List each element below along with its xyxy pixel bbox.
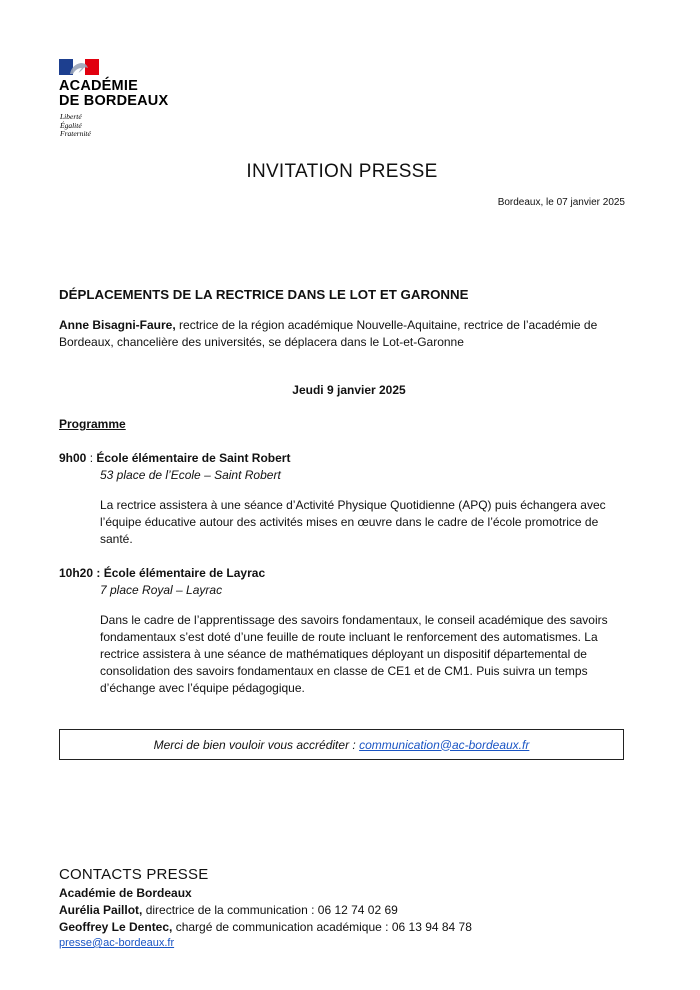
event-1-separator: :: [86, 451, 97, 465]
programme-label: Programme: [59, 417, 126, 431]
contact-2: [59, 919, 472, 936]
contacts-title: CONTACTS PRESSE: [59, 866, 209, 883]
intro-paragraph: [59, 317, 639, 351]
event-2-description: Dans le cadre de l’apprentissage des savoirs fondamentaux, le conseil académique des savoirs fondamentaux s’est doté d’une feuille de route incluant le renforcement des automatismes. La rectrice assistera à une séance de mathématiques déployant un dispositif départemental de consolidation des savoirs fondamentaux en classe de CE1 et de CM1. Puis suivra un temps d’échange avec l’équipe pédagogique.: [100, 613, 608, 695]
accreditation-box: [59, 729, 624, 760]
intro-text: rectrice de la région académique Nouvelle-Aquitaine, rectrice de l’académie de Bordeaux, chancelière des universités, se déplacera dans le Lot-et-Garonne: [59, 318, 598, 349]
intro-name: Anne Bisagni-Faure,: [59, 318, 176, 332]
motto-liberte: Liberté: [60, 112, 82, 121]
motto-fraternite: Fraternité: [60, 129, 91, 138]
marianne-flag-logo: [59, 59, 99, 75]
contact-1-role: directrice de la communication : 06 12 74 02 69: [142, 903, 398, 917]
event-1-place: École élémentaire de Saint Robert: [96, 451, 291, 465]
contacts-email-link[interactable]: presse@ac-bordeaux.fr: [59, 937, 175, 949]
event-2-place: École élémentaire de Layrac: [103, 566, 266, 580]
event-2-header: [59, 565, 265, 582]
event-1-time: 9h00: [59, 451, 87, 465]
accreditation-email-link[interactable]: communication@ac-bordeaux.fr: [359, 737, 530, 752]
document-date: Bordeaux, le 07 janvier 2025: [497, 197, 625, 208]
event-1-address: 53 place de l’Ecole – Saint Robert: [100, 468, 281, 482]
section-heading: DÉPLACEMENTS DE LA RECTRICE DANS LE LOT ET GARONNE: [59, 287, 469, 302]
event-2-separator: :: [93, 566, 104, 580]
logo-line-2: DE BORDEAUX: [59, 93, 169, 109]
accreditation-text: Merci de bien vouloir vous accréditer :: [153, 737, 356, 752]
contact-1-name: Aurélia Paillot,: [59, 903, 143, 917]
event-2-address: 7 place Royal – Layrac: [100, 583, 223, 597]
contact-1: [59, 902, 398, 919]
motto-egalite: Égalité: [60, 120, 82, 130]
event-1-description: La rectrice assistera à une séance d’Activité Physique Quotidienne (APQ) puis échangera avec l’équipe éducative autour des activités mises en œuvre dans le cadre de l’école promotrice de santé.: [100, 498, 606, 546]
contact-2-name: Geoffrey Le Dentec,: [59, 920, 173, 934]
event-day: Jeudi 9 janvier 2025: [292, 383, 406, 397]
event-1-header: [59, 450, 290, 467]
republic-motto: [60, 113, 91, 139]
contact-2-role: chargé de communication académique : 06 13 94 84 78: [172, 920, 472, 934]
academy-logo-text: [59, 79, 168, 109]
page-title: INVITATION PRESSE: [246, 161, 438, 182]
contacts-org: Académie de Bordeaux: [59, 886, 192, 900]
event-2-time: 10h20: [59, 566, 94, 580]
logo-line-1: ACADÉMIE: [59, 78, 138, 94]
